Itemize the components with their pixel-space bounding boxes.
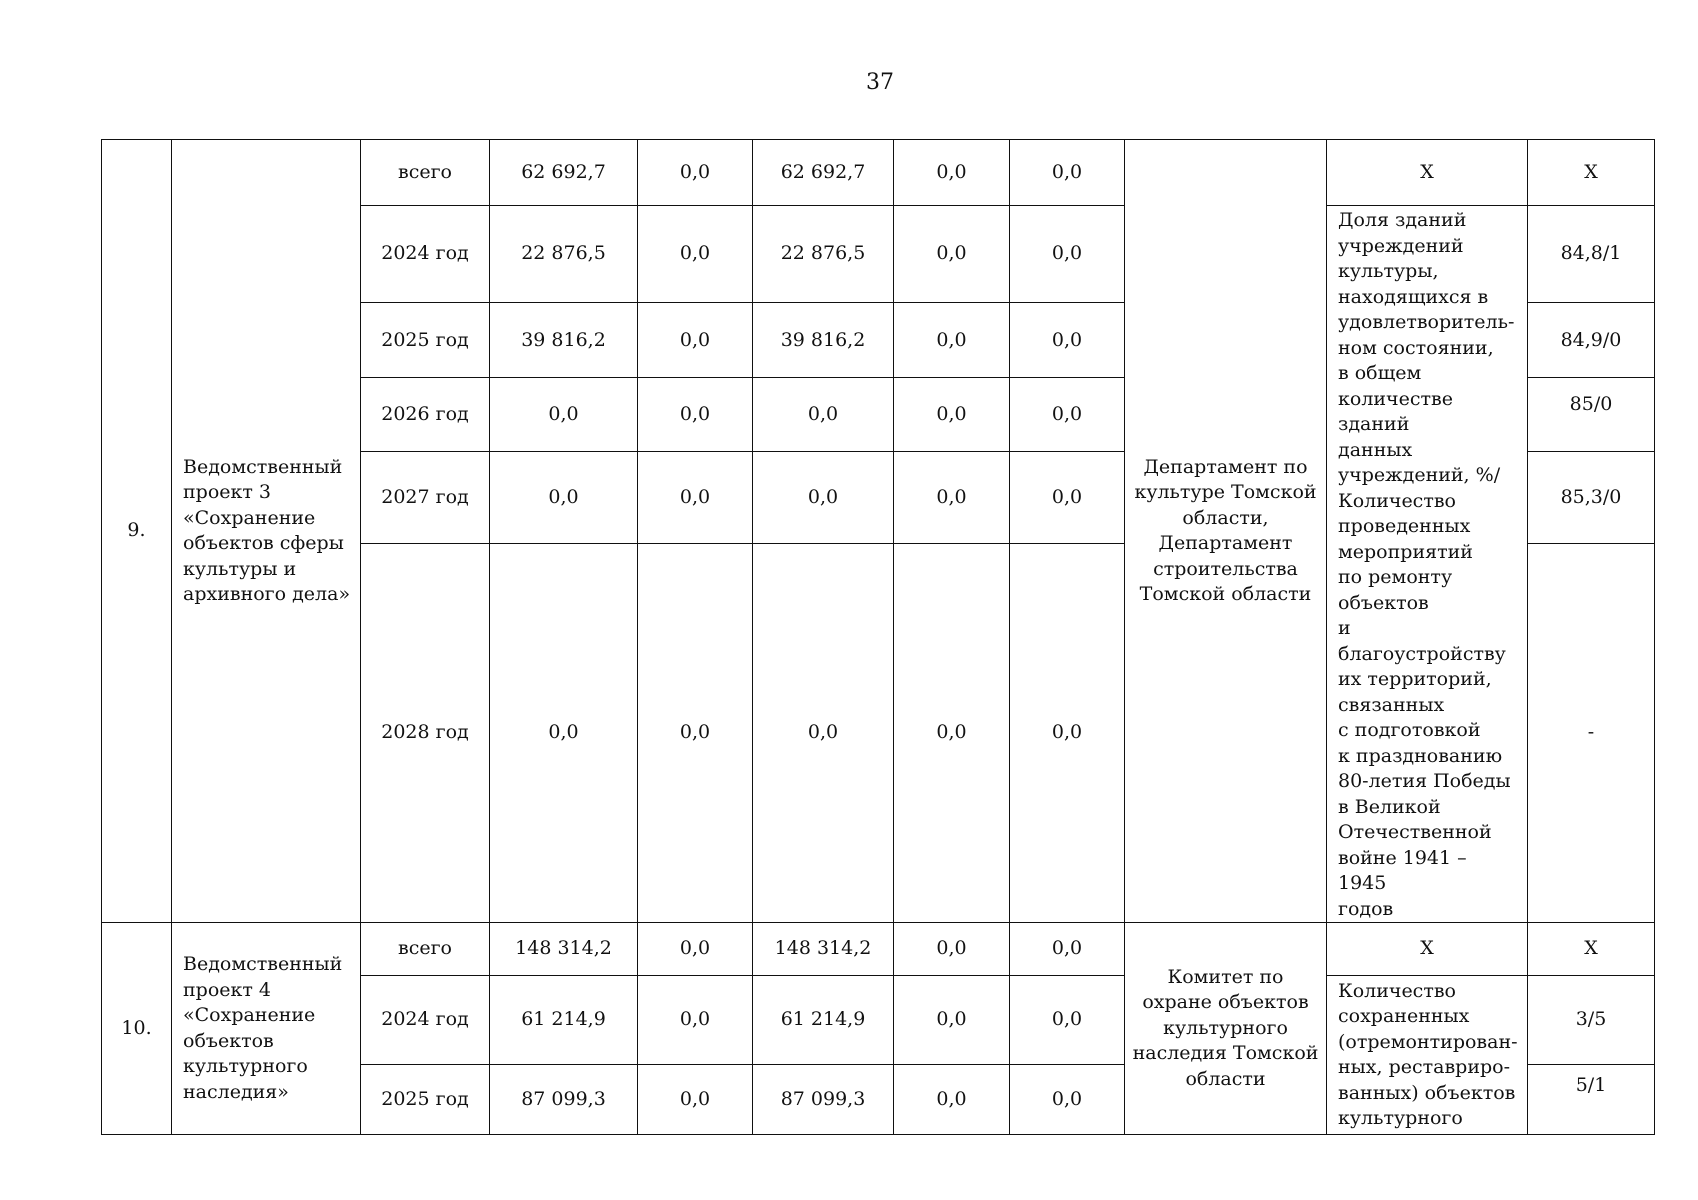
department-cell: Комитет по охране объектов культурного наследия Томской области	[1125, 923, 1327, 1135]
value-cell: 0,0	[894, 543, 1010, 922]
indicator-name-text: Количество сохраненных (отремонтирован- ных, реставриро- ванных) объектов культурного	[1338, 979, 1518, 1129]
value-cell: 0,0	[490, 378, 638, 452]
period-cell: всего	[361, 923, 490, 976]
value-cell: 0,0	[894, 206, 1010, 303]
value-cell: 0,0	[638, 378, 753, 452]
value-cell: 0,0	[638, 923, 753, 976]
value-cell: 0,0	[638, 206, 753, 303]
value-cell: 39 816,2	[490, 303, 638, 378]
period-cell: 2027 год	[361, 452, 490, 544]
value-cell: 0,0	[894, 303, 1010, 378]
value-cell: 0,0	[638, 303, 753, 378]
period-cell: всего	[361, 140, 490, 206]
value-cell: 0,0	[490, 543, 638, 922]
value-cell: 61 214,9	[753, 976, 894, 1065]
row-number: 9.	[102, 140, 172, 923]
indicator-name-cell	[1327, 206, 1528, 923]
value-cell: 0,0	[1010, 303, 1125, 378]
project-name: Ведомственный проект 4 «Сохранение объектов культурного наследия»	[172, 923, 361, 1135]
value-cell: 87 099,3	[753, 1065, 894, 1135]
page-number: 37	[866, 70, 894, 95]
value-cell: 0,0	[894, 923, 1010, 976]
value-cell: 0,0	[490, 452, 638, 544]
value-cell: 0,0	[638, 1065, 753, 1135]
table-row	[102, 923, 1655, 976]
value-cell: 0,0	[753, 543, 894, 922]
value-cell: 39 816,2	[753, 303, 894, 378]
value-cell: 61 214,9	[490, 976, 638, 1065]
indicator-value-cell: 3/5	[1528, 976, 1655, 1065]
indicator-total-value-cell: X	[1528, 140, 1655, 206]
table-row	[102, 140, 1655, 206]
value-cell: 0,0	[753, 452, 894, 544]
value-cell: 148 314,2	[753, 923, 894, 976]
value-cell: 0,0	[894, 452, 1010, 544]
value-cell: 0,0	[638, 976, 753, 1065]
indicator-value-cell: 85/0	[1528, 378, 1655, 452]
value-cell: 0,0	[894, 378, 1010, 452]
value-cell: 0,0	[1010, 976, 1125, 1065]
value-cell: 0,0	[638, 543, 753, 922]
value-cell: 0,0	[638, 452, 753, 544]
value-cell: 0,0	[1010, 206, 1125, 303]
value-cell: 0,0	[1010, 378, 1125, 452]
indicator-name-text: Доля зданий учреждений культуры, находящихся в удовлетворитель- ном состоянии, в общем количестве зданий данных учреждений, %/ Количество проведенных мероприятий по ремонту объектов и благоустройству их территорий, связанных с подготовкой к празднованию 80-летия Победы в Великой Отечественной войне 1941 – 1945 годов	[1338, 209, 1515, 920]
value-cell: 0,0	[894, 1065, 1010, 1135]
period-cell: 2028 год	[361, 543, 490, 922]
value-cell: 0,0	[894, 140, 1010, 206]
indicator-total-cell: X	[1327, 140, 1528, 206]
value-cell: 62 692,7	[490, 140, 638, 206]
period-cell: 2025 год	[361, 1065, 490, 1135]
indicator-value-cell: -	[1528, 543, 1655, 922]
indicator-name-cell	[1327, 976, 1528, 1135]
period-cell: 2026 год	[361, 378, 490, 452]
value-cell: 0,0	[1010, 1065, 1125, 1135]
indicator-value-cell: 84,8/1	[1528, 206, 1655, 303]
period-cell: 2024 год	[361, 976, 490, 1065]
value-cell: 22 876,5	[753, 206, 894, 303]
indicator-value-cell: 5/1	[1528, 1065, 1655, 1135]
indicator-value-cell: 84,9/0	[1528, 303, 1655, 378]
value-cell: 0,0	[1010, 140, 1125, 206]
indicator-total-cell: X	[1327, 923, 1528, 976]
value-cell: 0,0	[1010, 543, 1125, 922]
value-cell: 0,0	[894, 976, 1010, 1065]
period-cell: 2025 год	[361, 303, 490, 378]
row-number: 10.	[102, 923, 172, 1135]
value-cell: 22 876,5	[490, 206, 638, 303]
value-cell: 62 692,7	[753, 140, 894, 206]
value-cell: 0,0	[1010, 452, 1125, 544]
value-cell: 0,0	[1010, 923, 1125, 976]
project-name: Ведомственный проект 3 «Сохранение объектов сферы культуры и архивного дела»	[172, 140, 361, 923]
budget-table	[101, 139, 1655, 1135]
indicator-total-value-cell: X	[1528, 923, 1655, 976]
value-cell: 87 099,3	[490, 1065, 638, 1135]
value-cell: 148 314,2	[490, 923, 638, 976]
period-cell: 2024 год	[361, 206, 490, 303]
department-cell: Департамент по культуре Томской области, Департамент строительства Томской области	[1125, 140, 1327, 923]
value-cell: 0,0	[638, 140, 753, 206]
indicator-value-cell: 85,3/0	[1528, 452, 1655, 544]
value-cell: 0,0	[753, 378, 894, 452]
